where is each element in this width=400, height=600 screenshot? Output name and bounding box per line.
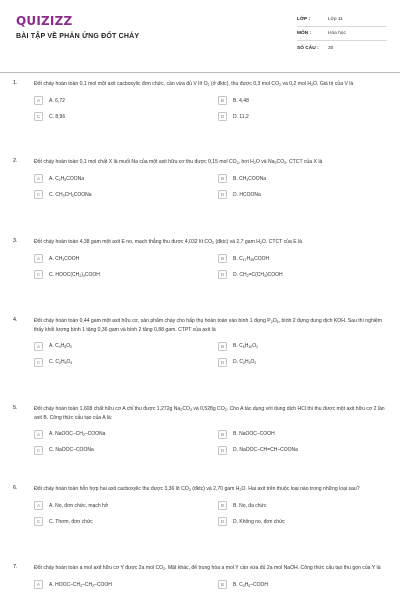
option-letter-box: D — [218, 270, 227, 279]
option-text: C. 8,96 — [49, 113, 66, 120]
option-text: A. HOOC–$CH_2-CH_2$–COOH — [49, 581, 112, 588]
option-letter-box: D — [218, 112, 227, 121]
option-text: B. $C_{17}H_{35}COOH$ — [233, 255, 270, 262]
option-letter-box: A — [34, 501, 43, 510]
option-letter-box: A — [34, 254, 43, 263]
option-text: C. $HOOC(CH_2)_4COOH$ — [49, 271, 100, 278]
option-text: A. $C_4H_8O_2$ — [49, 343, 73, 350]
answer-option-d[interactable] — [218, 111, 400, 123]
answer-option-d[interactable] — [218, 444, 400, 456]
option-letter-box: A — [34, 580, 43, 589]
answer-option-c[interactable] — [34, 516, 216, 528]
question-item — [0, 238, 400, 281]
meta-key: SỐ CÂU : — [297, 45, 319, 51]
worksheet-header — [0, 0, 400, 72]
option-text: B. $C_2H_5$–COOH — [233, 581, 269, 588]
option-text: A. $C_2H_5COONa$ — [49, 175, 85, 182]
option-text: A. No, đơn chức, mạch hở — [49, 502, 109, 509]
answer-option-c[interactable] — [34, 356, 216, 368]
option-letter-box: C — [34, 446, 43, 455]
header-divider — [0, 72, 400, 73]
question-text: Đốt cháy hoàn toàn 0,44 gam một axit hữu cơ, sản phẩm cháy cho hấp thụ hoàn toàn vào bình 1 đựng $P_2O_5$, bình 2 đựng dung dịch KOH. Sau thí nghiệm thấy khối lượng bình 1 tăng 0,36 gam và bình 2 tăng 0,88 gam. CTPT của axit là — [34, 318, 383, 333]
option-letter-box: A — [34, 96, 43, 105]
answer-options — [34, 253, 386, 281]
option-letter-box: C — [34, 270, 43, 279]
meta-value: Hóa học — [328, 31, 346, 36]
answer-option-d[interactable] — [218, 516, 400, 528]
question-number: 4. — [13, 317, 18, 323]
question-text: Đốt cháy hoàn toàn 0,1 mol một axit cacboxylic đơn chức, cần vừa đủ V lít $O_2$ (ở đktc), thu được 0,3 mol $CO_2$ và 0,2 mol $H_2O$. Giá trị của V là — [34, 81, 354, 88]
option-text: B. NaOOC–COOH — [233, 431, 275, 438]
answer-options — [34, 173, 386, 201]
option-text: D. NaOOC–CH=CH–COONa — [233, 447, 298, 454]
option-text: A. 6,72 — [49, 97, 65, 104]
answer-options — [34, 428, 386, 456]
worksheet-meta — [297, 13, 387, 55]
option-letter-box: B — [218, 174, 227, 183]
answer-option-b[interactable] — [218, 95, 400, 107]
option-letter-box: B — [218, 96, 227, 105]
answer-option-c[interactable] — [34, 111, 216, 123]
option-letter-box: A — [34, 174, 43, 183]
worksheet-title: BÀI TẬP VỀ PHẢN ỨNG ĐỐT CHÁY — [16, 33, 140, 40]
option-letter-box: A — [34, 342, 43, 351]
option-text: A. $CH_3COOH$ — [49, 255, 80, 262]
option-text: C. Thơm, đơn chức — [49, 518, 93, 525]
answer-option-d[interactable] — [218, 189, 400, 201]
question-number: 3. — [13, 238, 18, 244]
option-letter-box: A — [34, 430, 43, 439]
option-text: B. No, đa chức — [233, 502, 267, 509]
answer-option-b[interactable] — [218, 579, 400, 591]
option-text: B. $C_5H_{10}O_2$ — [233, 343, 259, 350]
meta-row-class — [297, 13, 387, 27]
option-letter-box: B — [218, 342, 227, 351]
question-text: Đốt cháy hoàn toàn a mol axit hữu cơ Y được 2a mol $CO_2$. Mặt khác, để trung hòa a mol Y cần vừa đủ 2a mol NaOH. Công thức cấu tạo thu gọn của Y là — [34, 565, 381, 572]
answer-option-d[interactable] — [218, 269, 400, 281]
option-letter-box: D — [218, 517, 227, 526]
option-letter-box: C — [34, 190, 43, 199]
option-letter-box: B — [218, 430, 227, 439]
meta-value: 30 — [328, 45, 334, 51]
answer-options — [34, 340, 386, 368]
option-letter-box: D — [218, 190, 227, 199]
answer-option-a[interactable] — [34, 579, 216, 591]
answer-option-a[interactable] — [34, 95, 216, 107]
option-letter-box: C — [34, 358, 43, 367]
option-text: D. $C_2H_4O_2$ — [233, 359, 257, 366]
option-text: D. Không no, đơn chức — [233, 518, 285, 525]
option-letter-box: B — [218, 254, 227, 263]
answer-option-b[interactable] — [218, 500, 400, 512]
option-text: C. NaOOC–COONa — [49, 447, 94, 454]
answer-option-b[interactable] — [218, 340, 400, 352]
answer-option-a[interactable] — [34, 253, 216, 265]
answer-option-b[interactable] — [218, 173, 400, 185]
question-number: 1. — [13, 80, 18, 86]
question-number: 7. — [13, 564, 18, 570]
answer-option-a[interactable] — [34, 500, 216, 512]
option-letter-box: B — [218, 580, 227, 589]
answer-option-a[interactable] — [34, 173, 216, 185]
option-letter-box: B — [218, 501, 227, 510]
question-item — [0, 564, 400, 591]
answer-options — [34, 95, 386, 123]
option-text: D. 11,2 — [233, 113, 249, 120]
question-item — [0, 485, 400, 528]
meta-value: Lớp 11 — [328, 17, 343, 22]
option-letter-box: C — [34, 517, 43, 526]
meta-row-subject — [297, 27, 387, 41]
answer-option-c[interactable] — [34, 189, 216, 201]
question-number: 6. — [13, 485, 18, 491]
answer-option-b[interactable] — [218, 428, 400, 440]
option-text: B. $CH_3COONa$ — [233, 175, 267, 182]
answer-option-a[interactable] — [34, 428, 216, 440]
option-letter-box: D — [218, 446, 227, 455]
answer-option-b[interactable] — [218, 253, 400, 265]
option-text: C. $CH_3CH_2COONa$ — [49, 191, 92, 198]
option-letter-box: D — [218, 358, 227, 367]
question-item — [0, 317, 400, 368]
option-text: D. $CH_2=C(CH_3)COOH$ — [233, 271, 283, 278]
option-text: C. $C_2H_6O_4$ — [49, 359, 73, 366]
meta-key: MÔN : — [297, 31, 312, 36]
option-letter-box: C — [34, 112, 43, 121]
answer-option-d[interactable] — [218, 356, 400, 368]
question-item — [0, 158, 400, 201]
option-text: A. NaOOC–$CH_2$–COONa — [49, 431, 106, 438]
question-number: 2. — [13, 158, 18, 164]
question-text: Đốt cháy hoàn toàn hỗn hợp hai axit cacboxylic thu được 3,36 lít $CO_2$ (đktc) và 2,70 gam $H_2O$. Hai axit trên thuộc loại nào trong những loại sau? — [34, 486, 360, 493]
question-text: Đốt cháy hoàn toàn 4,38 gam một axit E no, mạch thẳng thu được 4,032 lít $CO_2$ (đktc) và 2,7 gam $H_2O$. CTCT của E là — [34, 239, 302, 246]
question-item — [0, 405, 400, 456]
answer-options — [34, 500, 386, 528]
question-text: Đốt cháy hoàn toàn 1,608 chất hữu cơ A chỉ thu được 1,272g $Na_2CO_3$ và 0,528g $CO_2$. Cho A tác dụng với dung dịch HCl thì thu được một axit hữu cơ 2 lần axit B. Công thức cấu tạo của A là: — [34, 406, 385, 421]
answer-option-a[interactable] — [34, 340, 216, 352]
quizizz-logo: QUIZIZZ — [16, 14, 73, 28]
answer-options — [34, 579, 386, 591]
option-text: B. 4,48 — [233, 97, 249, 104]
question-text: Đốt cháy hoàn toàn 0,1 mol chất X là muối Na của một axit hữu cơ thu được 0,15 mol $CO_2$, hơi $H_2O$ và $Na_2CO_3$. CTCT của X là — [34, 159, 323, 166]
meta-key: LỚP : — [297, 17, 311, 22]
question-item — [0, 80, 400, 123]
question-number: 5. — [13, 405, 18, 411]
answer-option-c[interactable] — [34, 444, 216, 456]
meta-row-question-count — [297, 41, 387, 55]
option-text: D. HCOONa — [233, 191, 261, 198]
answer-option-c[interactable] — [34, 269, 216, 281]
